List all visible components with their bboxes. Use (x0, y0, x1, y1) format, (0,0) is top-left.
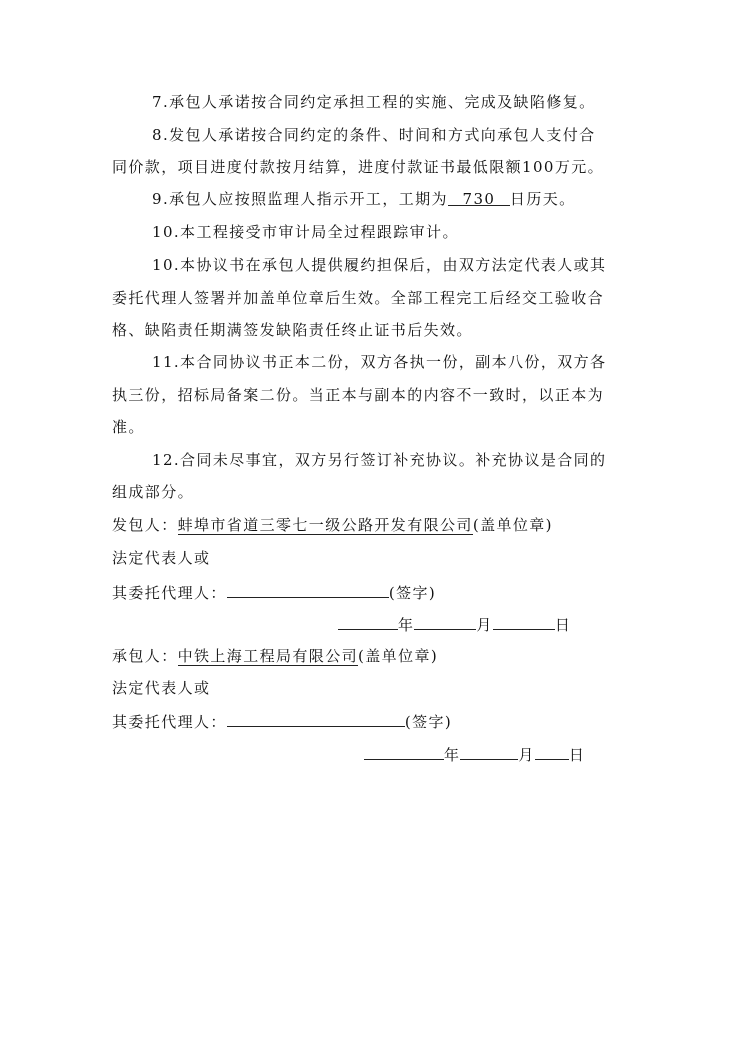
contractor-month-label: 月 (518, 746, 535, 764)
employer-year-label: 年 (398, 616, 415, 634)
employer-agent-label: 其委托代理人： (112, 584, 227, 602)
employer-agent-line (112, 581, 436, 603)
employer-seal: (盖单位章) (472, 516, 553, 534)
duration-days-field: 730 (448, 189, 510, 206)
contractor-month-field (460, 743, 518, 760)
contractor-rep-label: 法定代表人或 (112, 679, 211, 697)
employer-day-field (493, 613, 555, 630)
employer-month-field (414, 613, 476, 630)
employer-rep-label: 法定代表人或 (112, 549, 211, 567)
contractor-signature-field (227, 710, 405, 727)
contractor-year-field (364, 743, 444, 760)
employer-date-line (338, 613, 571, 635)
clause-10-line-2: 委托代理人签署并加盖单位章后生效。全部工程完工后经交工验收合 (112, 289, 605, 307)
clause-12-line-2: 组成部分。 (112, 483, 195, 501)
contractor-line (112, 646, 438, 666)
contractor-day-field (535, 743, 569, 760)
clause-9-text-after: 日历天。 (509, 190, 576, 208)
clause-7: 7.承包人承诺按合同约定承担工程的实施、完成及缺陷修复。 (152, 93, 596, 111)
clause-11-line-1: 11.本合同协议书正本二份，双方各执一份，副本八份，双方各 (152, 353, 607, 371)
clause-12-line-1: 12.合同未尽事宜，双方另行签订补充协议。补充协议是合同的 (152, 451, 607, 469)
clause-8-line-1: 8.发包人承诺按合同约定的条件、时间和方式向承包人支付合 (152, 126, 596, 144)
clause-10-line-3: 格、缺陷责任期满签发缺陷责任终止证书后失效。 (112, 321, 473, 339)
clause-10-line-1: 10.本协议书在承包人提供履约担保后，由双方法定代表人或其 (152, 256, 607, 274)
contractor-seal: (盖单位章) (358, 647, 439, 665)
contractor-agent-line (112, 710, 452, 732)
clause-9 (152, 189, 576, 209)
employer-sign-label: (签字) (388, 584, 437, 602)
contractor-agent-label: 其委托代理人： (112, 713, 227, 731)
employer-line (112, 515, 553, 535)
contractor-day-label: 日 (568, 746, 586, 764)
contractor-label: 承包人： (112, 647, 178, 665)
employer-day-label: 日 (554, 616, 572, 634)
contractor-year-label: 年 (444, 746, 461, 764)
contractor-name: 中铁上海工程局有限公司 (177, 647, 359, 665)
clause-9-text-before: 9.承包人应按照监理人指示开工，工期为 (152, 190, 448, 208)
employer-year-field (338, 613, 398, 630)
clause-10-audit: 10.本工程接受市审计局全过程跟踪审计。 (152, 223, 459, 241)
clause-11-line-2: 执三份，招标局备案二份。当正本与副本的内容不一致时，以正本为 (112, 386, 605, 404)
employer-name: 蚌埠市省道三零七一级公路开发有限公司 (177, 516, 473, 534)
contractor-sign-label: (签字) (404, 713, 453, 731)
clause-11-line-3: 准。 (112, 418, 145, 436)
contractor-date-line (364, 743, 585, 765)
employer-signature-field (227, 581, 389, 598)
clause-8-line-2: 同价款，项目进度付款按月结算，进度付款证书最低限额100万元。 (112, 158, 605, 176)
employer-label: 发包人： (112, 516, 178, 534)
employer-month-label: 月 (476, 616, 493, 634)
